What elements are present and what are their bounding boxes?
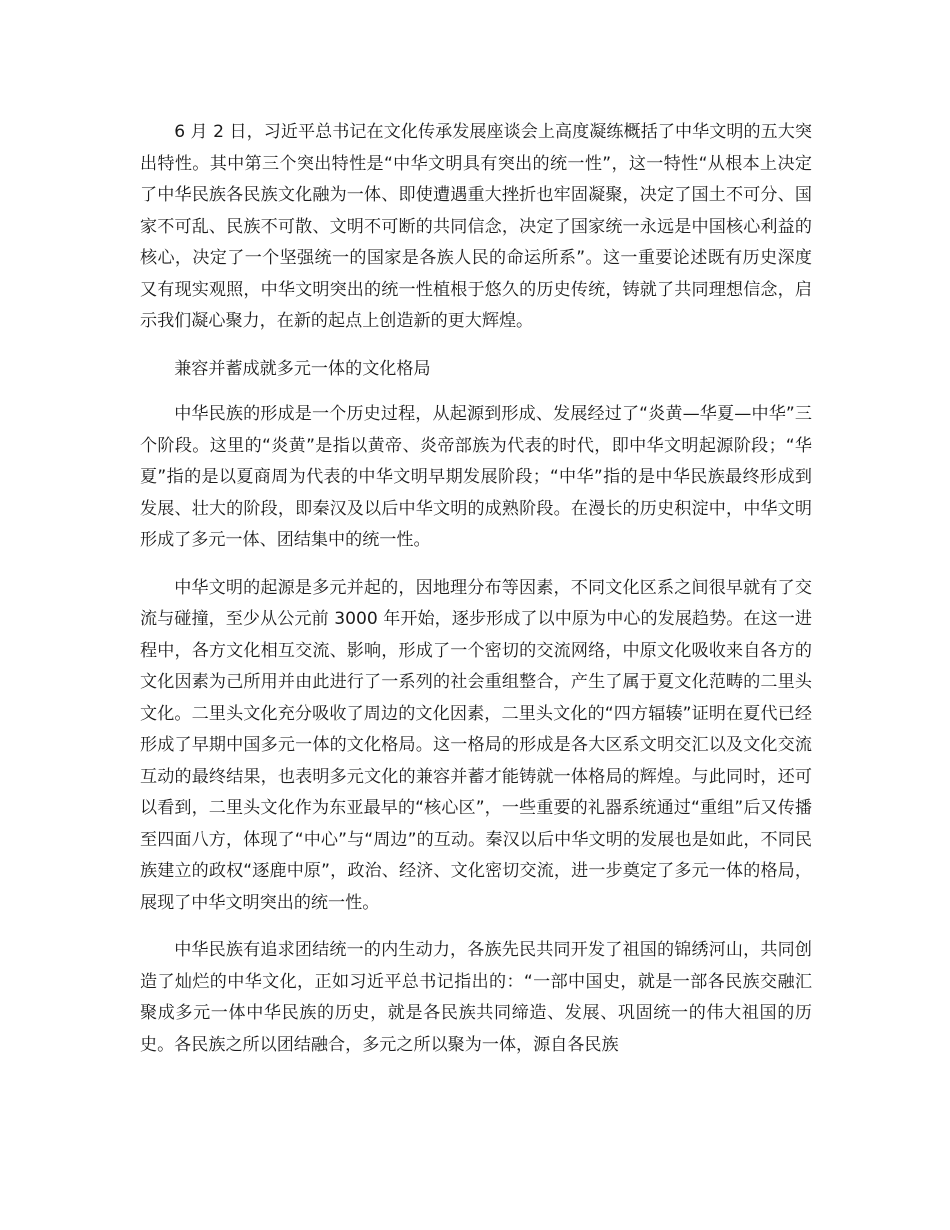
paragraph-unity: 中华民族有追求团结统一的内生动力，各族先民共同开发了祖国的锦绣河山，共同创造了灿烂的中华文化，正如习近平总书记指出的：“一部中国史，就是一部各民族交融汇聚成多元一体中华民族的历史，就是各民族共同缔造、发展、巩固统一的伟大祖国的历史。各民族之所以团结融合，多元之所以聚为一体，源自各民族 bbox=[140, 940, 812, 1055]
paragraph-formation: 中华民族的形成是一个历史过程，从起源到形成、发展经过了“炎黄—华夏—中华”三个阶段。这里的“炎黄”是指以黄帝、炎帝部族为代表的时代，即中华文明起源阶段；“华夏”指的是以夏商周为代表的中华文明早期发展阶段；“中华”指的是中华民族最终形成到发展、壮大的阶段，即秦汉及以后中华文明的成熟阶段。在漫长的历史积淀中，中华文明形成了多元一体、团结集中的统一性。 bbox=[140, 404, 812, 550]
paragraph-origins: 中华文明的起源是多元并起的，因地理分布等因素，不同文化区系之间很早就有了交流与碰撞，至少从公元前 3000 年开始，逐步形成了以中原为中心的发展趋势。在这一进程中，各方文化相互交流、影响，形成了一个密切的交流网络，中原文化吸收来自各方的文化因素为己所用并由此进行了一系列的社会重组整合，产生了属于夏文化范畴的二里头文化。二里头文化充分吸收了周边的文化因素，二里头文化的“四方辐辏”证明在夏代已经形成了早期中国多元一体的文化格局。这一格局的形成是各大区系文明交汇以及文化交流互动的最终结果，也表明多元文化的兼容并蓄才能铸就一体格局的辉煌。与此同时，还可以看到，二里头文化作为东亚最早的“核心区”，一些重要的礼器系统通过“重组”后又传播至四面八方，体现了“中心”与“周边”的互动。秦汉以后中华文明的发展也是如此，不同民族建立的政权“逐鹿中原”，政治、经济、文化密切交流，进一步奠定了多元一体的格局，展现了中华文明突出的统一性。 bbox=[140, 577, 812, 913]
section-heading: 兼容并蓄成就多元一体的文化格局 bbox=[174, 358, 431, 379]
document-page bbox=[140, 117, 812, 1077]
paragraph-intro: 6 月 2 日，习近平总书记在文化传承发展座谈会上高度凝练概括了中华文明的五大突出特性。其中第三个突出特性是“中华文明具有突出的统一性”，这一特性“从根本上决定了中华民族各民族文化融为一体、即使遭遇重大挫折也牢固凝聚，决定了国土不可分、国家不可乱、民族不可散、文明不可断的共同信念，决定了国家统一永远是中国核心利益的核心，决定了一个坚强统一的国家是各族人民的命运所系”。这一重要论述既有历史深度又有现实观照，中华文明突出的统一性植根于悠久的历史传统，铸就了共同理想信念，启示我们凝心聚力，在新的起点上创造新的更大辉煌。 bbox=[140, 122, 812, 331]
